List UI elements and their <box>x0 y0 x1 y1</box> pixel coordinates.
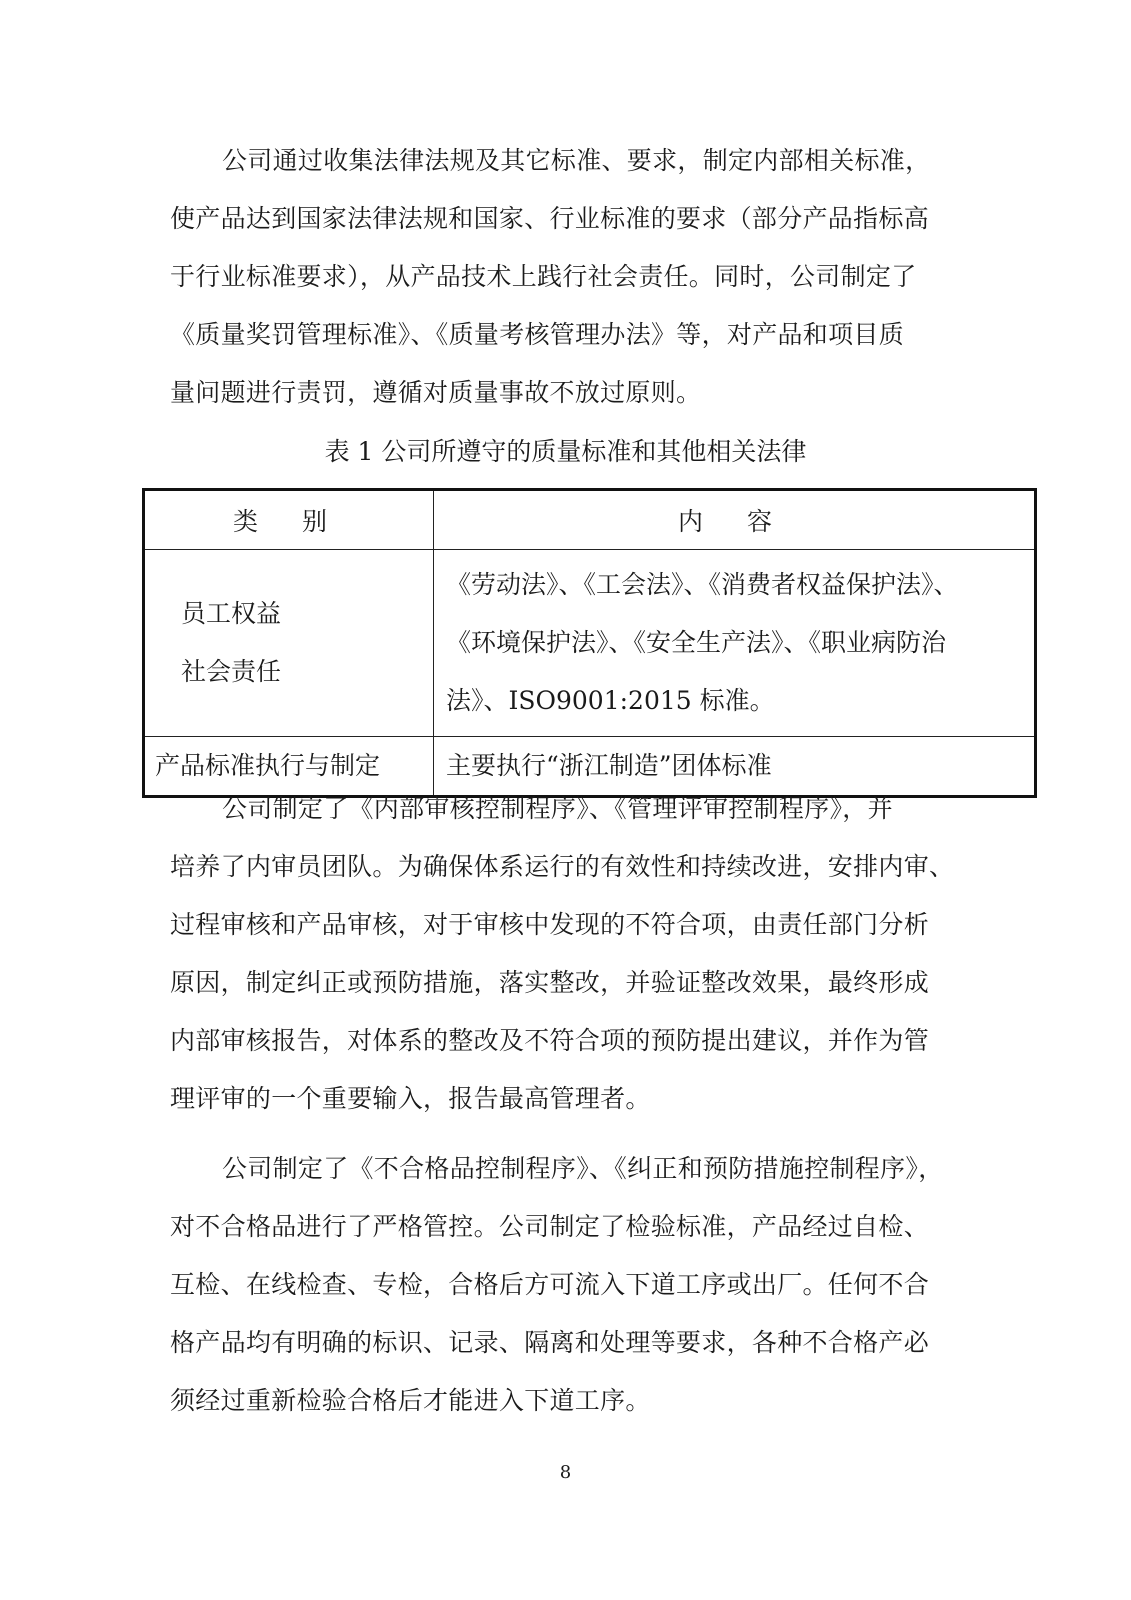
table-header-row <box>144 490 1036 550</box>
paragraph-line: 使产品达到国家法律法规和国家、行业标准的要求（部分产品指标高 <box>170 204 930 233</box>
category-cell: 产品标准执行与制定 <box>144 737 434 797</box>
paragraph-line: 对不合格品进行了严格管控。公司制定了检验标准，产品经过自检、 <box>170 1212 930 1241</box>
paragraph-line: 互检、在线检查、专检，合格后方可流入下道工序或出厂。任何不合 <box>170 1270 930 1299</box>
header-category: 类 别 <box>144 490 434 550</box>
paragraph-line: 培养了内审员团队。为确保体系运行的有效性和持续改进，安排内审、 <box>170 852 955 881</box>
header-content: 内 容 <box>434 490 1036 550</box>
paragraph-internal-audit <box>170 780 955 1128</box>
paragraph-nonconforming <box>170 1140 950 1430</box>
content-cell: 主要执行“浙江制造”团体标准 <box>434 737 1036 797</box>
paragraph-line: 过程审核和产品审核，对于审核中发现的不符合项，由责任部门分析 <box>170 910 930 939</box>
paragraph-line: 格产品均有明确的标识、记录、隔离和处理等要求，各种不合格产必 <box>170 1328 930 1357</box>
paragraph-line: 公司制定了《不合格品控制程序》、《纠正和预防措施控制程序》， <box>222 1154 944 1183</box>
category-cell <box>144 550 434 737</box>
paragraph-line: 公司通过收集法律法规及其它标准、要求，制定内部相关标准， <box>222 146 931 175</box>
table-caption: 表 1 公司所遵守的质量标准和其他相关法律 <box>324 437 807 466</box>
content-line: 法》、ISO9001:2015 标准。 <box>446 686 775 715</box>
page-number: 8 <box>559 1462 572 1483</box>
content-line: 《环境保护法》、《安全生产法》、《职业病防治 <box>446 628 947 657</box>
paragraph-line: 须经过重新检验合格后才能进入下道工序。 <box>170 1386 651 1415</box>
paragraph-line: 于行业标准要求），从产品技术上践行社会责任。同时，公司制定了 <box>170 262 917 291</box>
paragraph-quality-standards <box>170 132 950 422</box>
paragraph-line: 公司制定了《内部审核控制程序》、《管理评审控制程序》，并 <box>222 794 893 823</box>
paragraph-line: 量问题进行责罚，遵循对质量事故不放过原则。 <box>170 378 702 407</box>
paragraph-line: 《质量奖罚管理标准》、《质量考核管理办法》等，对产品和项目质 <box>170 320 905 349</box>
category-line: 员工权益 <box>181 599 282 628</box>
paragraph-line: 理评审的一个重要输入，报告最高管理者。 <box>170 1084 651 1113</box>
paragraph-line: 内部审核报告，对体系的整改及不符合项的预防提出建议，并作为管 <box>170 1026 930 1055</box>
category-line: 社会责任 <box>181 657 282 686</box>
standards-table <box>142 488 1037 798</box>
paragraph-line: 原因，制定纠正或预防措施，落实整改，并验证整改效果，最终形成 <box>170 968 930 997</box>
content-cell <box>434 550 1036 737</box>
content-line: 《劳动法》、《工会法》、《消费者权益保护法》、 <box>446 570 959 599</box>
table-row <box>144 550 1036 737</box>
